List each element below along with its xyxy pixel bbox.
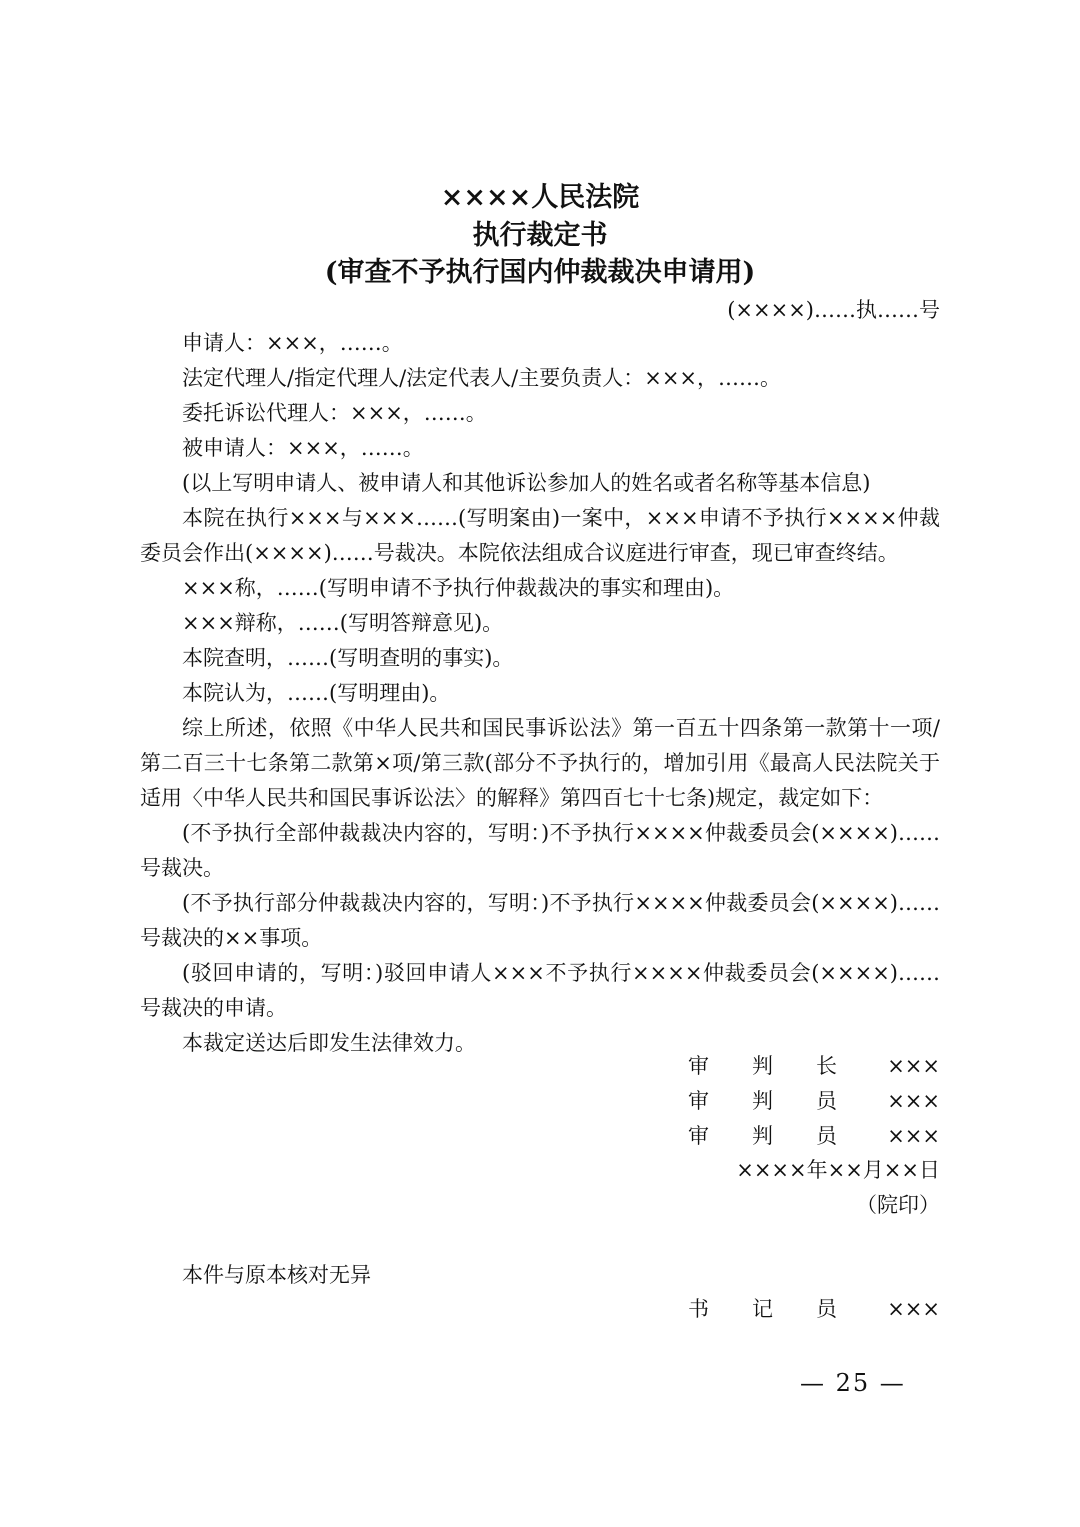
body-paragraph: (不予执行部分仲裁裁决内容的，写明：)不予执行××××仲裁委员会(××××)……号裁决的××事项。 — [140, 891, 940, 950]
body-paragraph: 综上所述，依照《中华人民共和国民事诉讼法》第一百五十四条第一款第十一项/第二百三十七条第二款第×项/第三款(部分不予执行的，增加引用《最高人民法院关于适用〈中华人民共和国民事诉讼法〉的解释》第四百七十七条)规定，裁定如下： — [140, 716, 940, 810]
body-paragraph: 本裁定送达后即发生法律效力。 — [182, 1031, 476, 1055]
signature-name: ××× — [887, 1297, 940, 1321]
body-paragraph: ×××辩称，……(写明答辩意见)。 — [182, 611, 504, 635]
signature-role-char: 员 — [816, 1089, 837, 1113]
body-paragraph: 法定代理人/指定代理人/法定代表人/主要负责人：×××，……。 — [182, 366, 782, 390]
signature-row-chief-judge — [688, 1049, 940, 1083]
signature-role-char: 判 — [752, 1089, 773, 1113]
body-paragraph: 本院在执行×××与×××……(写明案由)一案中，×××申请不予执行××××仲裁委员会作出(××××)……号裁决。本院依法组成合议庭进行审查，现已审查终结。 — [140, 506, 940, 565]
signature-row-clerk — [688, 1292, 940, 1326]
body-paragraph: 委托诉讼代理人：×××，……。 — [182, 401, 487, 425]
body-paragraph: (驳回申请的，写明：)驳回申请人×××不予执行××××仲裁委员会(××××)……号裁决的申请。 — [140, 961, 940, 1020]
body-paragraph: 本院查明，……(写明查明的事实)。 — [182, 646, 514, 670]
signature-role-char: 判 — [752, 1054, 773, 1078]
signature-name: ××× — [887, 1089, 940, 1113]
document-type: 执行裁定书 — [472, 220, 608, 251]
signature-role-char: 员 — [816, 1297, 837, 1321]
signature-row-judge-2 — [688, 1119, 940, 1153]
signature-role-char: 审 — [688, 1089, 709, 1113]
signature-role-char: 审 — [688, 1124, 709, 1148]
body-paragraph: 申请人：×××，……。 — [182, 331, 403, 355]
signature-role-char: 长 — [816, 1054, 837, 1078]
document-subtitle: (审查不予执行国内仲裁裁决申请用) — [324, 257, 756, 288]
court-name: ××××人民法院 — [440, 182, 640, 213]
signature-role-char: 书 — [688, 1297, 709, 1321]
verification-note: 本件与原本核对无异 — [182, 1263, 371, 1287]
signature-role-char: 审 — [688, 1054, 709, 1078]
signature-name: ××× — [887, 1124, 940, 1148]
signature-role-char: 员 — [816, 1124, 837, 1148]
body-paragraph: ×××称，……(写明申请不予执行仲裁裁决的事实和理由)。 — [182, 576, 735, 600]
body-paragraph: 被申请人：×××，……。 — [182, 436, 424, 460]
document-body — [140, 326, 940, 1061]
body-paragraph: 本院认为，……(写明理由)。 — [182, 681, 451, 705]
signature-role-char: 记 — [752, 1297, 773, 1321]
case-number: (××××)……执……号 — [727, 298, 940, 322]
body-paragraph: (不予执行全部仲裁裁决内容的，写明：)不予执行××××仲裁委员会(××××)……号裁决。 — [140, 821, 940, 880]
ruling-date: ××××年××月××日 — [736, 1158, 940, 1182]
signature-row-judge-1 — [688, 1084, 940, 1118]
page-number: — 25 — — [800, 1369, 906, 1397]
signature-name: ××× — [887, 1054, 940, 1078]
court-seal-note: （院印） — [856, 1193, 940, 1217]
body-paragraph: (以上写明申请人、被申请人和其他诉讼参加人的姓名或者名称等基本信息) — [182, 471, 871, 495]
signature-role-char: 判 — [752, 1124, 773, 1148]
